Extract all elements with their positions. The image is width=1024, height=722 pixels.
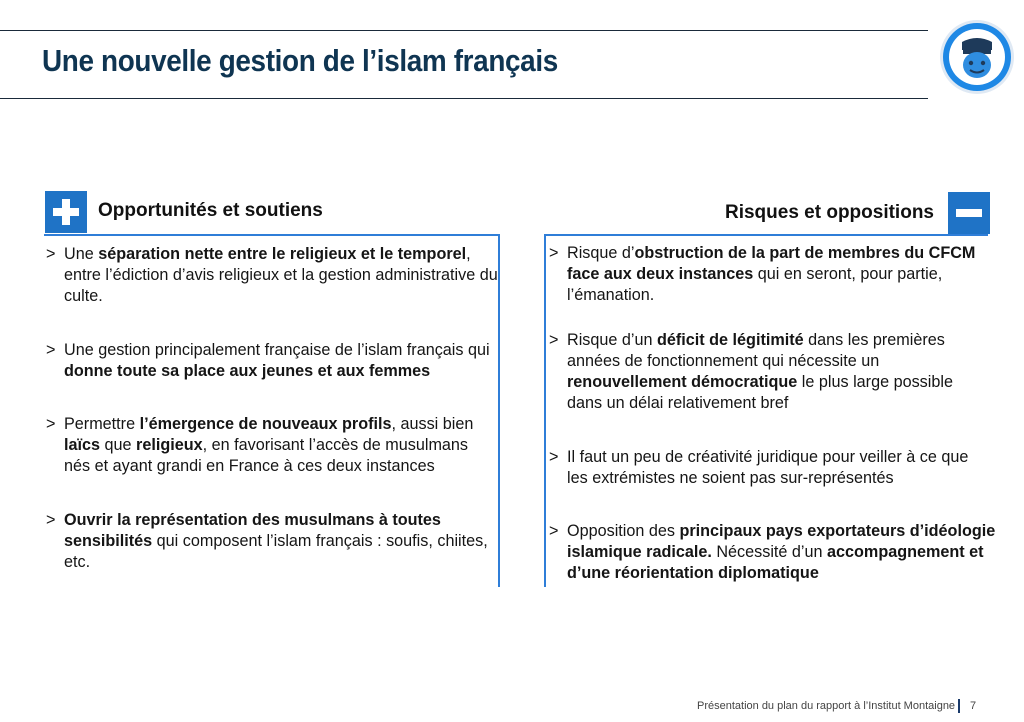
opportunity-item: > Ouvrir la représentation des musulmans à toutes sensibilités qui composent l’islam français : soufis, chiites, etc. [46, 511, 488, 571]
bullet-arrow: > [549, 244, 559, 262]
footer-caption: Présentation du plan du rapport à l’Institut Montaigne [697, 700, 956, 712]
risk-item: > Opposition des principaux pays exportateurs d’idéologie islamique radicale. Nécessité d’un accompagnement et d’une réorientation diplomatique [549, 522, 996, 582]
bullet-arrow: > [46, 245, 56, 263]
page-title: Une nouvelle gestion de l’islam français [42, 43, 558, 78]
bullet-arrow: > [46, 341, 56, 359]
risks-heading: Risques et oppositions [724, 202, 934, 223]
minus-icon [948, 192, 990, 234]
plus-icon [45, 191, 87, 233]
bullet-arrow: > [46, 415, 56, 433]
opportunities-heading: Opportunités et soutiens [98, 200, 323, 221]
helmeted-face-logo-icon [938, 18, 1016, 96]
bullet-arrow: > [549, 522, 559, 540]
risk-item: > Risque d’obstruction de la part de membres du CFCM face aux deux instances qui en seront, pour partie, l’émanation. [549, 244, 976, 304]
opportunity-item: > Une gestion principalement française de l’islam français qui donne toute sa place aux jeunes et aux femmes [46, 341, 490, 380]
risk-item: > Risque d’un déficit de légitimité dans les premières années de fonctionnement qui nécessite un renouvellement démocratique le plus large possible dans un délai relativement bref [549, 331, 953, 412]
opportunity-item: > Une séparation nette entre le religieux et le temporel, entre l’édiction d’avis religieux et la gestion administrative du culte. [46, 245, 498, 305]
risk-item: > Il faut un peu de créativité juridique pour veiller à ce que les extrémistes ne soient pas sur-représentés [549, 448, 969, 487]
footer-separator [958, 699, 960, 713]
header-rule-bottom [0, 98, 928, 99]
page-number: 7 [970, 700, 977, 712]
opportunity-item: > Permettre l’émergence de nouveaux profils, aussi bien laïcs que religieux, en favorisant l’accès de musulmans nés et ayant grandi en France à ces deux instances [46, 415, 474, 475]
bullet-arrow: > [549, 448, 559, 466]
bullet-arrow: > [46, 511, 56, 529]
bullet-arrow: > [549, 331, 559, 349]
header-rule-top [0, 30, 928, 31]
